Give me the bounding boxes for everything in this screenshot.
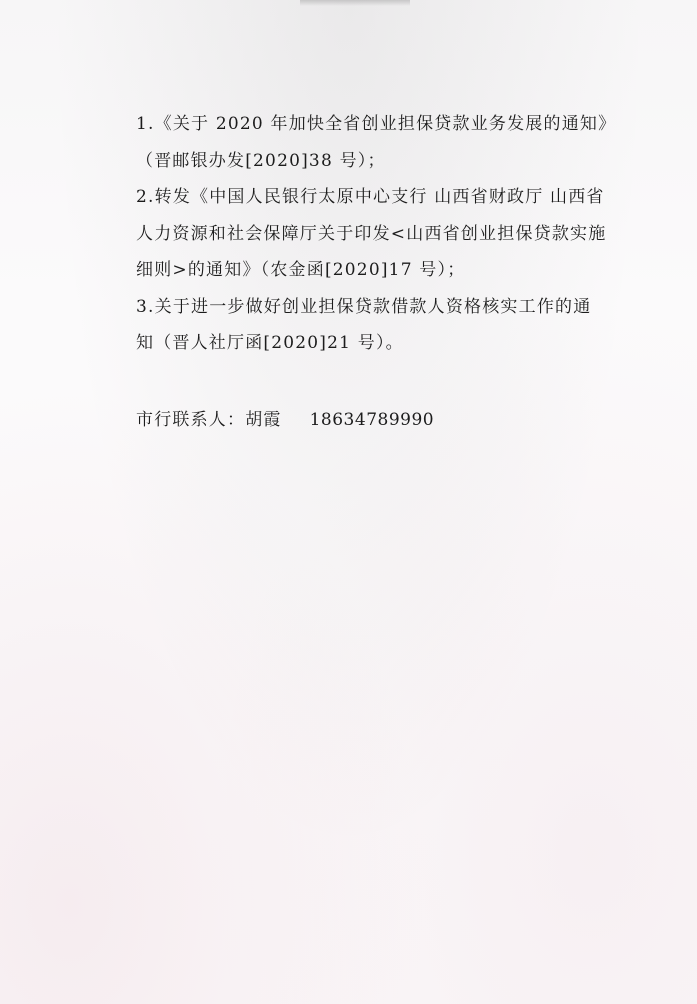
contact-label: 市行联系人：胡霞	[136, 410, 282, 430]
scan-shadow	[300, 0, 410, 6]
item-2-line-2: 人力资源和社会保障厅关于印发<山西省创业担保贷款实施	[136, 223, 607, 244]
contact-phone: 18634789990	[309, 410, 435, 430]
item-2-line-3: 细则>的通知》（农金函[2020]17 号）；	[136, 260, 466, 280]
item-2-line-1: 2.转发《中国人民银行太原中心支行 山西省财政厅 山西省	[136, 187, 605, 207]
item-3-line-1: 3.关于进一步做好创业担保贷款借款人资格核实工作的通	[136, 296, 592, 317]
item-3-line-2: 知（晋人社厅函[2020]21 号）。	[136, 333, 404, 353]
attachment-list	[136, 106, 656, 362]
item-1-line-2: （晋邮银办发[2020]38 号）；	[136, 150, 386, 171]
item-1-line-1: 1.《关于 2020 年加快全省创业担保贷款业务发展的通知》	[136, 114, 617, 134]
contact-line	[136, 405, 434, 435]
